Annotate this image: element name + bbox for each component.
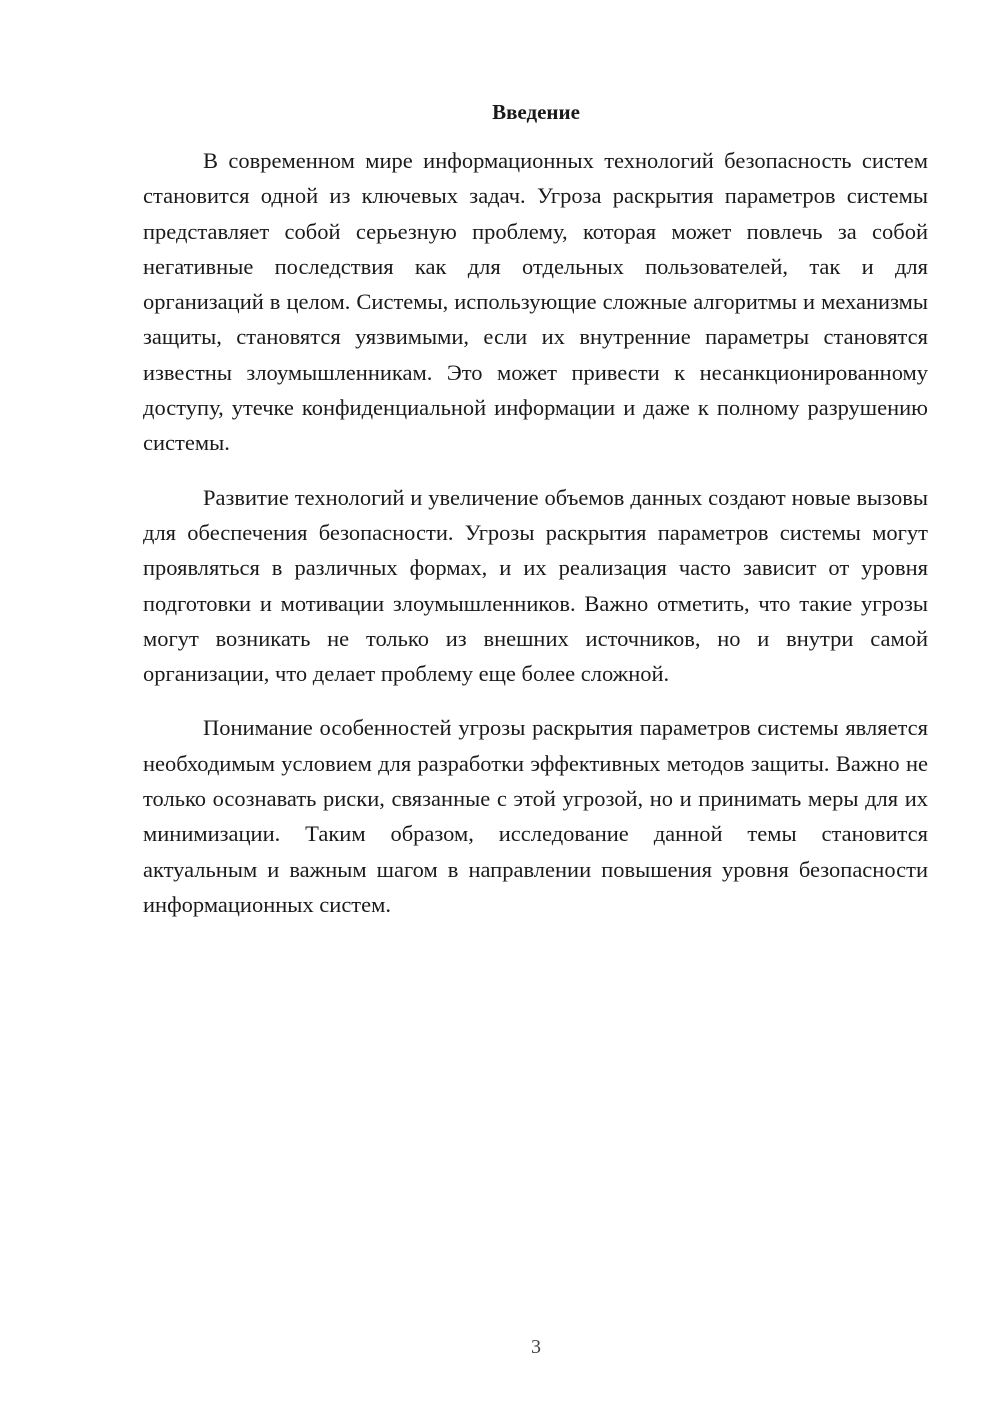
page-number: 3: [531, 1336, 541, 1358]
body-text: [143, 143, 928, 922]
paragraph: В современном мире информационных технологий безопасность систем становится одной из ключевых задач. Угроза раскрытия параметров системы представляет собой серьезную проблему, которая может повлечь за собой негативные последствия как для отдельных пользователей, так и для организаций в целом. Системы, использующие сложные алгоритмы и механизмы защиты, становятся уязвимыми, если их внутренние параметры становятся известны злоумышленникам. Это может привести к несанкционированному доступу, утечке конфиденциальной информации и даже к полному разрушению системы.: [143, 148, 928, 456]
paragraph: Понимание особенностей угрозы раскрытия параметров системы является необходимым условием для разработки эффективных методов защиты. Важно не только осознавать риски, связанные с этой угрозой, но и принимать меры для их минимизации. Таким образом, исследование данной темы становится актуальным и важным шагом в направлении повышения уровня безопасности информационных систем.: [143, 715, 928, 917]
section-heading: Введение: [492, 100, 580, 124]
paragraph: Развитие технологий и увеличение объемов данных создают новые вызовы для обеспечения безопасности. Угрозы раскрытия параметров системы могут проявляться в различных формах, и их реализация часто зависит от уровня подготовки и мотивации злоумышленников. Важно отметить, что такие угрозы могут возникать не только из внешних источников, но и внутри самой организации, что делает проблему еще более сложной.: [143, 484, 928, 687]
